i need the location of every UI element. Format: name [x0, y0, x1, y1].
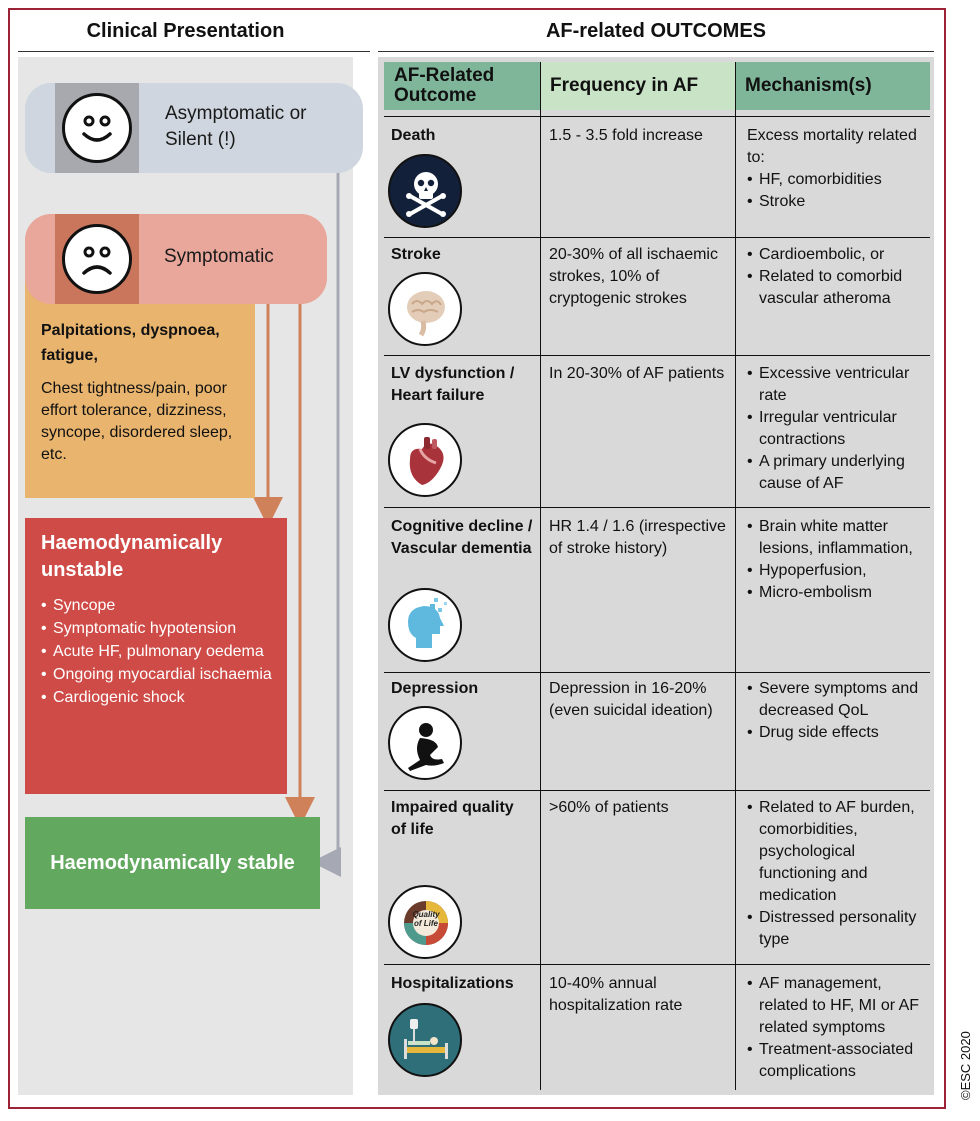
mechanism-stroke: • Cardioembolic, or • Related to comorbid vascular atheroma	[747, 244, 927, 310]
unstable-list	[41, 594, 277, 709]
left-header: Clinical Presentation	[86, 20, 285, 42]
stable-label: Haemodynamically stable	[50, 851, 295, 874]
sad-face-icon	[62, 224, 132, 294]
symptomatic-pill	[25, 214, 327, 304]
frequency-quality-of-life: >60% of patients	[549, 799, 669, 816]
sitting-person-icon	[388, 706, 462, 780]
outcome-quality-of-life: Impaired quality of life	[391, 799, 514, 838]
column-divider	[735, 62, 736, 1090]
heart-icon	[388, 423, 462, 497]
column-header-frequency: Frequency in AF	[540, 62, 735, 110]
mechanism-heart-failure: • Excessive ventricular rate • Irregular ventricular contractions • A primary underlying cause of AF	[747, 363, 927, 495]
column-header-mechanism: Mechanism(s)	[735, 62, 930, 110]
unstable-item: • Syncope	[41, 597, 116, 614]
symptomatic-label: Symptomatic	[164, 246, 274, 267]
outcome-stroke: Stroke	[391, 246, 441, 263]
frequency-cognitive-decline: HR 1.4 / 1.6 (irrespective of stroke history)	[549, 518, 726, 557]
row-separator	[384, 672, 930, 673]
outcome-heart-failure: LV dysfunction / Heart failure	[391, 365, 515, 404]
arrow-asymptomatic-to-stable	[326, 170, 338, 862]
copyright-notice: ©ESC 2020	[958, 1031, 973, 1100]
column-divider	[540, 62, 541, 1090]
outcome-depression: Depression	[391, 680, 479, 697]
skull-crossbones-icon	[388, 154, 462, 228]
mechanism-death: Excess mortality related to: • HF, comorbidities • Stroke	[747, 125, 927, 213]
unstable-item: • Ongoing myocardial ischaemia	[41, 666, 272, 683]
unstable-title: Haemodynamically unstable	[41, 532, 223, 581]
outcome-cognitive-decline: Cognitive decline / Vascular dementia	[391, 518, 533, 557]
symptoms-secondary: Chest tightness/pain, poor effort tolerance, dizziness, syncope, disordered sleep, etc.	[41, 380, 233, 463]
unstable-box	[25, 518, 287, 794]
brain-icon	[388, 272, 462, 346]
unstable-item: • Acute HF, pulmonary oedema	[41, 643, 264, 660]
frequency-depression: Depression in 16-20% (even suicidal ideation)	[549, 680, 713, 719]
frequency-hospitalizations: 10-40% annual hospitalization rate	[549, 975, 683, 1014]
mechanism-depression: • Severe symptoms and decreased QoL • Drug side effects	[747, 678, 927, 744]
quality-of-life-icon-label: Quality of Life	[412, 910, 440, 928]
row-separator	[384, 116, 930, 117]
outcome-death: Death	[391, 127, 436, 144]
asymptomatic-label: Asymptomatic or Silent (!)	[165, 103, 307, 150]
quality-of-life-icon	[388, 885, 462, 959]
frequency-heart-failure: In 20-30% of AF patients	[549, 365, 725, 382]
column-header-outcome: AF-Related Outcome	[384, 62, 540, 110]
head-dissolving-icon	[388, 588, 462, 662]
row-separator	[384, 964, 930, 965]
right-header: AF-related OUTCOMES	[545, 20, 767, 42]
outcome-hospitalizations: Hospitalizations	[391, 975, 514, 992]
hospital-bed-icon	[388, 1003, 462, 1077]
unstable-item: • Symptomatic hypotension	[41, 620, 237, 637]
row-separator	[384, 507, 930, 508]
asymptomatic-pill	[25, 83, 363, 173]
mechanism-hospitalizations: • AF management, related to HF, MI or AF related symptoms • Treatment-associated complications	[747, 973, 929, 1083]
row-separator	[384, 355, 930, 356]
mechanism-quality-of-life: • Related to AF burden, comorbidities, psychological functioning and medication • Distressed personality type	[747, 797, 929, 951]
unstable-item: • Cardiogenic shock	[41, 689, 185, 706]
row-separator	[384, 237, 930, 238]
symptoms-primary: Palpitations, dyspnoea, fatigue,	[41, 322, 220, 364]
stable-box	[25, 817, 320, 909]
mechanism-cognitive-decline: • Brain white matter lesions, inflammation, • Hypoperfusion, • Micro-embolism	[747, 516, 927, 604]
frequency-stroke: 20-30% of all ischaemic strokes, 10% of cryptogenic strokes	[549, 246, 718, 307]
frequency-death: 1.5 - 3.5 fold increase	[549, 127, 703, 144]
smiley-face-icon	[62, 93, 132, 163]
row-separator	[384, 790, 930, 791]
